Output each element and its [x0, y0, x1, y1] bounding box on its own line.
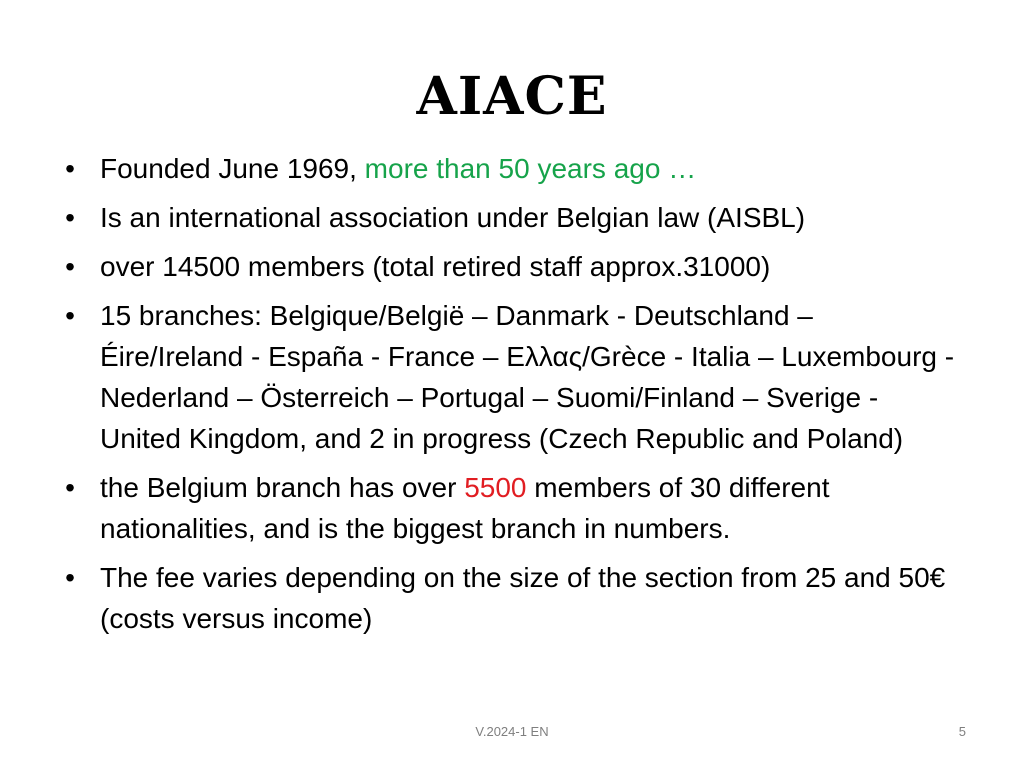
- bullet-highlight-red: 5500: [464, 472, 527, 503]
- bullet-item-fee: [56, 557, 956, 639]
- bullet-dot-icon: •: [65, 300, 75, 331]
- bullet-list: [56, 148, 956, 647]
- bullet-highlight-green: more than 50 years ago …: [364, 153, 697, 184]
- bullet-text: Founded June 1969,: [100, 153, 365, 184]
- bullet-text: the Belgium branch has over: [100, 472, 465, 503]
- bullet-item-members: [56, 246, 956, 287]
- bullet-item-branches: [56, 295, 956, 459]
- bullet-text-continued: members of 30 different nationalities, and is the biggest branch in numbers.: [100, 472, 830, 544]
- bullet-dot-icon: •: [65, 251, 75, 282]
- bullet-text: 15 branches: Belgique/België – Danmark - Deutschland – Éire/Ireland - España - France – Ελλας/Grèce - Italia – Luxembourg - Nederland – Österreich – Portugal – Suomi/Finland – Sverige - United Kingdom, and 2 in progress (Czech Republic and Poland): [100, 300, 955, 454]
- bullet-item-aisbl: [56, 197, 956, 238]
- bullet-text: Is an international association under Belgian law (AISBL): [100, 202, 806, 233]
- bullet-dot-icon: •: [65, 472, 75, 503]
- bullet-item-belgium-branch: [56, 467, 956, 549]
- bullet-text: over 14500 members (total retired staff approx.31000): [100, 251, 771, 282]
- slide-title: AIACE: [416, 66, 608, 127]
- page-number: 5: [958, 724, 966, 739]
- footer-version: V.2024-1 EN: [475, 724, 549, 739]
- bullet-text: The fee varies depending on the size of the section from 25 and 50€ (costs versus income): [100, 562, 946, 634]
- bullet-dot-icon: •: [65, 562, 75, 593]
- bullet-item-founded: [56, 148, 956, 189]
- bullet-dot-icon: •: [65, 202, 75, 233]
- bullet-dot-icon: •: [65, 153, 75, 184]
